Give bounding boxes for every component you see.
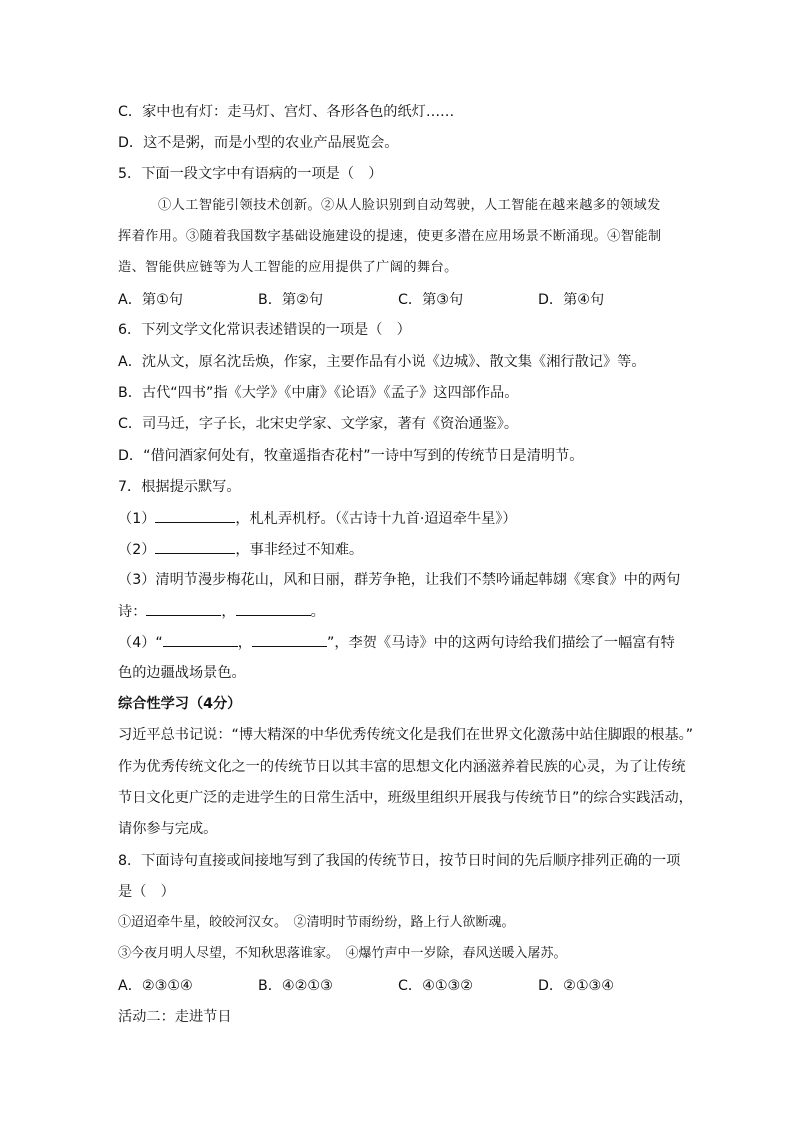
- q6-option-d: D．“借问酒家何处有，牧童遥指杏花村”一诗中写到的传统节日是清明节。: [118, 448, 584, 464]
- q7-part-4-sep: ，: [237, 635, 252, 651]
- q7-part-3-line-1: （3）清明节漫步梅花山，风和日丽，群芳争艳，让我们不禁吟诵起韩翃《寒食》中的两句: [118, 572, 681, 588]
- q7-part-1-number: （1）: [118, 511, 156, 527]
- q8-option-a: A．②③①④: [118, 978, 193, 994]
- q8-option-c: C．④①③②: [398, 978, 473, 994]
- q5-passage-line-1: ①人工智能引领技术创新。②从人脸识别到自动驾驶，人工智能在越来越多的领域发: [158, 198, 661, 213]
- q5-option-c: C．第③句: [398, 292, 464, 308]
- q7-part-2-number: （2）: [118, 542, 156, 558]
- q7-part-4-line-1: [118, 632, 675, 653]
- q8-stem-line-2: 是（ ）: [118, 884, 175, 900]
- q5-options: [118, 290, 604, 310]
- q7-part-3-end: 。: [310, 604, 325, 620]
- section-intro-line-1: 习近平总书记说：“博大精深的中华优秀传统文化是我们在世界文化激荡中站住脚跟的根基。”: [118, 727, 694, 743]
- q8-option-b: B．④②①③: [258, 978, 333, 994]
- answer-blank[interactable]: [252, 632, 327, 647]
- q8-poems-line-1: ①迢迢牵牛星，皎皎河汉女。 ②清明时节雨纷纷，路上行人欲断魂。: [118, 915, 515, 930]
- q8-stem-line-1: 8．下面诗句直接或间接地写到了我国的传统节日，按节日时间的先后顺序排列正确的一项: [118, 853, 681, 869]
- q6-stem: 6．下列文学文化常识表述错误的一项是（ ）: [118, 322, 411, 338]
- q7-part-3-line-2: [118, 601, 325, 622]
- q7-part-2-text: ，事非经过不知难。: [235, 542, 364, 558]
- q4-option-d: D．这不是粥，而是小型的农业产品展览会。: [118, 135, 399, 151]
- q4-option-c: C．家中也有灯：走马灯、宫灯、各形各色的纸灯……: [118, 104, 455, 120]
- answer-blank[interactable]: [163, 632, 238, 647]
- q5-option-d: D．第④句: [538, 292, 605, 308]
- q7-part-3-prefix: 诗：: [118, 604, 147, 620]
- section-intro-line-3: 节日文化更广泛的走进学生的日常生活中，班级里组织开展我与传统节日”的综合实践活动，: [118, 790, 693, 806]
- answer-blank[interactable]: [155, 508, 235, 523]
- q7-part-4-after: ”，李贺《马诗》中的这两句诗给我们描绘了一幅富有特: [326, 635, 675, 651]
- activity-two-heading: 活动二：走进节日: [118, 1009, 232, 1025]
- q6-option-c: C．司马迁，字子长，北宋史学家、文学家，著有《资治通鉴》。: [118, 416, 519, 432]
- answer-blank[interactable]: [155, 539, 235, 554]
- q7-part-1: [118, 508, 517, 529]
- q5-passage-line-3: 造、智能供应链等为人工智能的应用提供了广阔的舞台。: [118, 260, 458, 275]
- q5-option-b: B．第②句: [258, 292, 324, 308]
- answer-blank[interactable]: [146, 601, 221, 616]
- q7-part-1-text: ，札札弄机杼。（《古诗十九首·迢迢牵牛星》）: [235, 511, 517, 527]
- q8-option-d: D．②①③④: [538, 978, 614, 994]
- q7-part-2: [118, 539, 363, 560]
- answer-blank[interactable]: [236, 601, 311, 616]
- q8-options: [118, 976, 614, 996]
- q5-passage-line-2: 挥着作用。③随着我国数字基础设施建设的提速，使更多潜在应用场景不断涌现。④智能制: [118, 229, 662, 244]
- section-intro-line-4: 请你参与完成。: [118, 821, 218, 837]
- q7-stem: 7．根据提示默写。: [118, 479, 241, 495]
- q5-option-a: A．第①句: [118, 292, 183, 308]
- q6-option-b: B．古代“四书”指《大学》《中庸》《论语》《孟子》这四部作品。: [118, 385, 519, 401]
- q8-poems-line-2: ③今夜月明人尽望，不知秋思落谁家。 ④爆竹声中一岁除，春风送暖入屠苏。: [118, 946, 567, 961]
- q7-part-4-prefix: （4）“: [118, 635, 163, 651]
- q7-part-3-sep: ，: [221, 604, 236, 620]
- section-title: 综合性学习（4分）: [118, 696, 242, 712]
- section-intro-line-2: 作为优秀传统文化之一的传统节日以其丰富的思想文化内涵滋养着民族的心灵，为了让传统: [118, 759, 686, 775]
- q5-stem: 5．下面一段文字中有语病的一项是（ ）: [118, 166, 383, 182]
- q6-option-a: A．沈从文，原名沈岳焕，作家，主要作品有小说《边城》、散文集《湘行散记》等。: [118, 354, 646, 370]
- q7-part-4-line-2: 色的边疆战场景色。: [118, 665, 246, 681]
